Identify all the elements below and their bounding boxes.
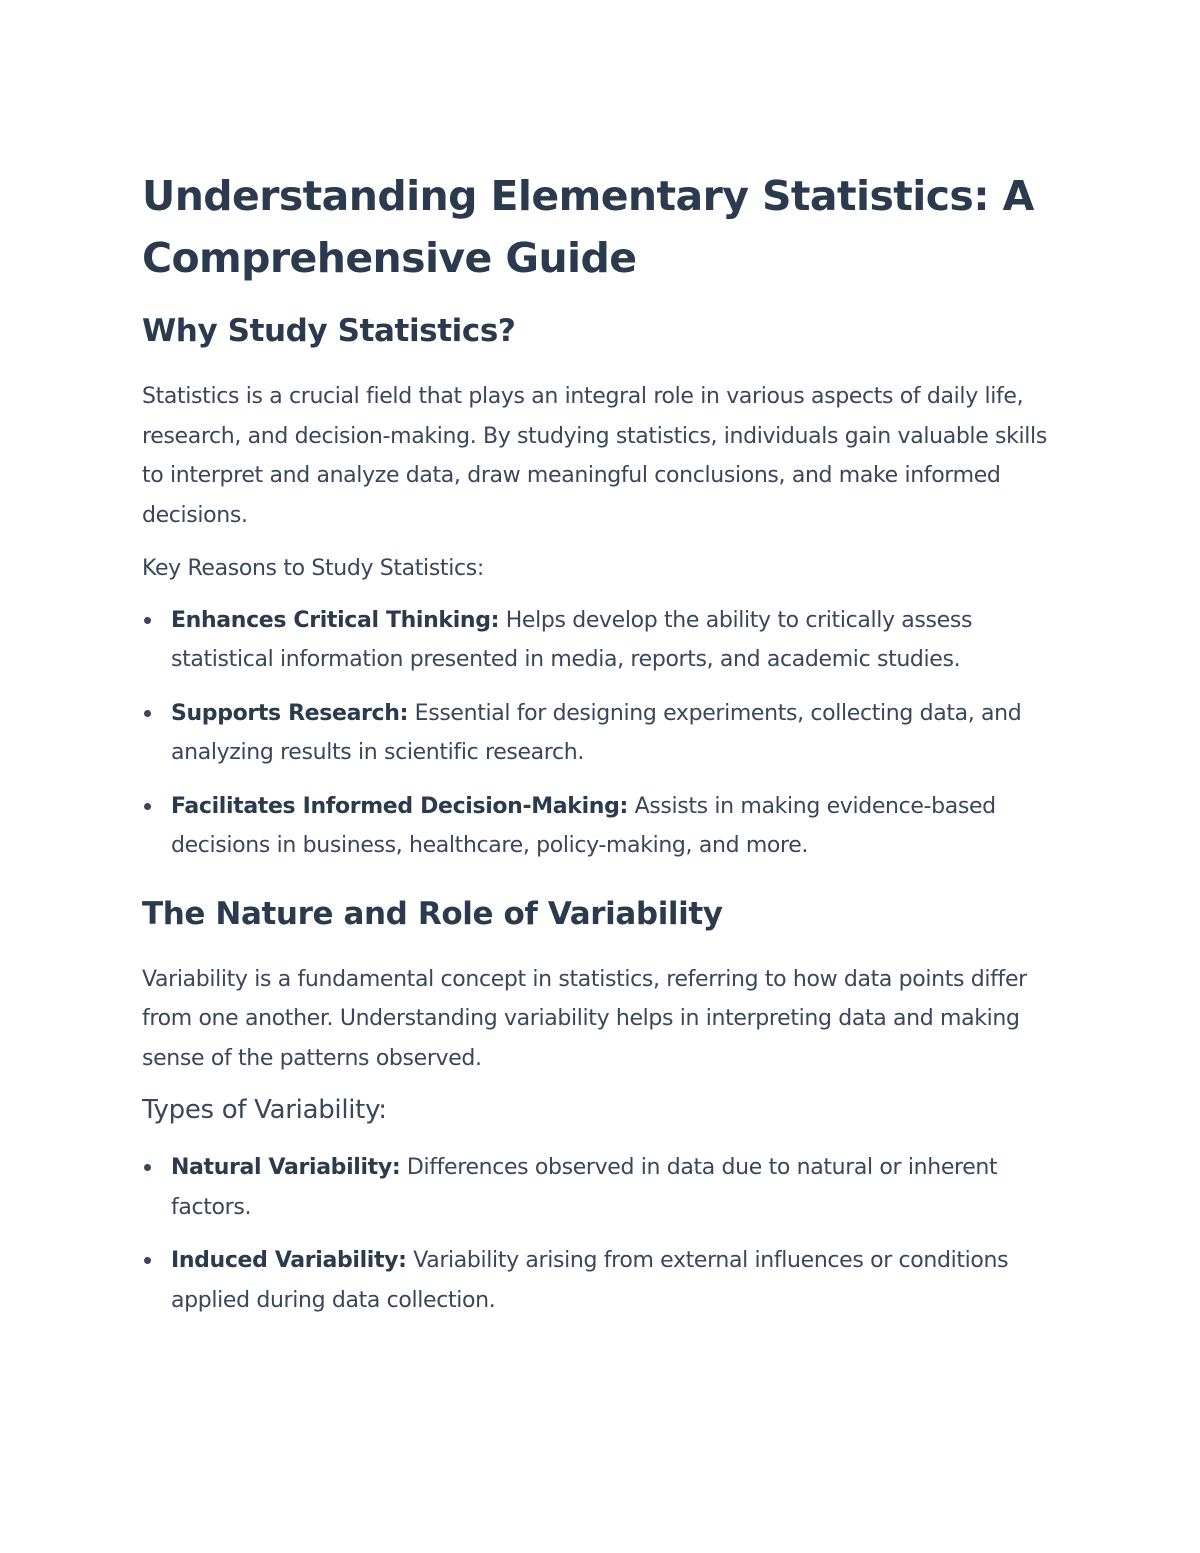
list-item-label: Natural Variability:	[171, 1155, 401, 1180]
list-item-text: Differences observed in data due to natural or inherent factors.	[171, 1155, 998, 1220]
list-item	[142, 1148, 1062, 1227]
list-item-label: Enhances Critical Thinking:	[171, 607, 500, 633]
list-item-text: Assists in making evidence-based decisions in business, healthcare, policy-making, and more.	[171, 793, 996, 858]
bullet-icon	[144, 803, 151, 810]
document-page	[142, 165, 1062, 1334]
bullet-icon	[144, 1257, 151, 1264]
list-item-label: Induced Variability:	[171, 1248, 407, 1273]
list-item	[142, 601, 1062, 680]
section-paragraph-why-study: Statistics is a crucial field that plays an integral role in various aspects of daily life, research, and decision-making. By studying statistics, individuals gain valuable skills to interpret and analyze data, draw meaningful conclusions, and make informed decisions.	[142, 384, 1047, 528]
list-item-text: Essential for designing experiments, collecting data, and analyzing results in scientific research.	[171, 700, 1022, 765]
bullet-icon	[144, 617, 151, 624]
bullet-icon	[144, 710, 151, 717]
variability-types-list	[142, 1148, 1062, 1320]
list-item	[142, 1241, 1062, 1320]
list-item-text: Variability arising from external influences or conditions applied during data collection.	[171, 1248, 1009, 1313]
section-heading-variability: The Nature and Role of Variability	[142, 895, 723, 932]
list-intro-key-reasons: Key Reasons to Study Statistics:	[142, 556, 484, 581]
section-paragraph-variability: Variability is a fundamental concept in statistics, referring to how data points differ from one another. Understanding variability helps in interpreting data and making sense of the patterns observed.	[142, 966, 1027, 1071]
list-item	[142, 787, 1062, 866]
subheading-types-of-variability: Types of Variability:	[142, 1095, 387, 1125]
section-heading-why-study: Why Study Statistics?	[142, 313, 516, 349]
list-item-label: Supports Research:	[171, 700, 409, 726]
list-item	[142, 694, 1062, 773]
document-title: Understanding Elementary Statistics: A Comprehensive Guide	[142, 172, 1034, 282]
list-item-text: Helps develop the ability to critically assess statistical information presented in media, reports, and academic studies.	[171, 607, 973, 672]
key-reasons-list	[142, 601, 1062, 866]
bullet-icon	[144, 1164, 151, 1171]
list-item-label: Facilitates Informed Decision-Making:	[171, 793, 628, 819]
